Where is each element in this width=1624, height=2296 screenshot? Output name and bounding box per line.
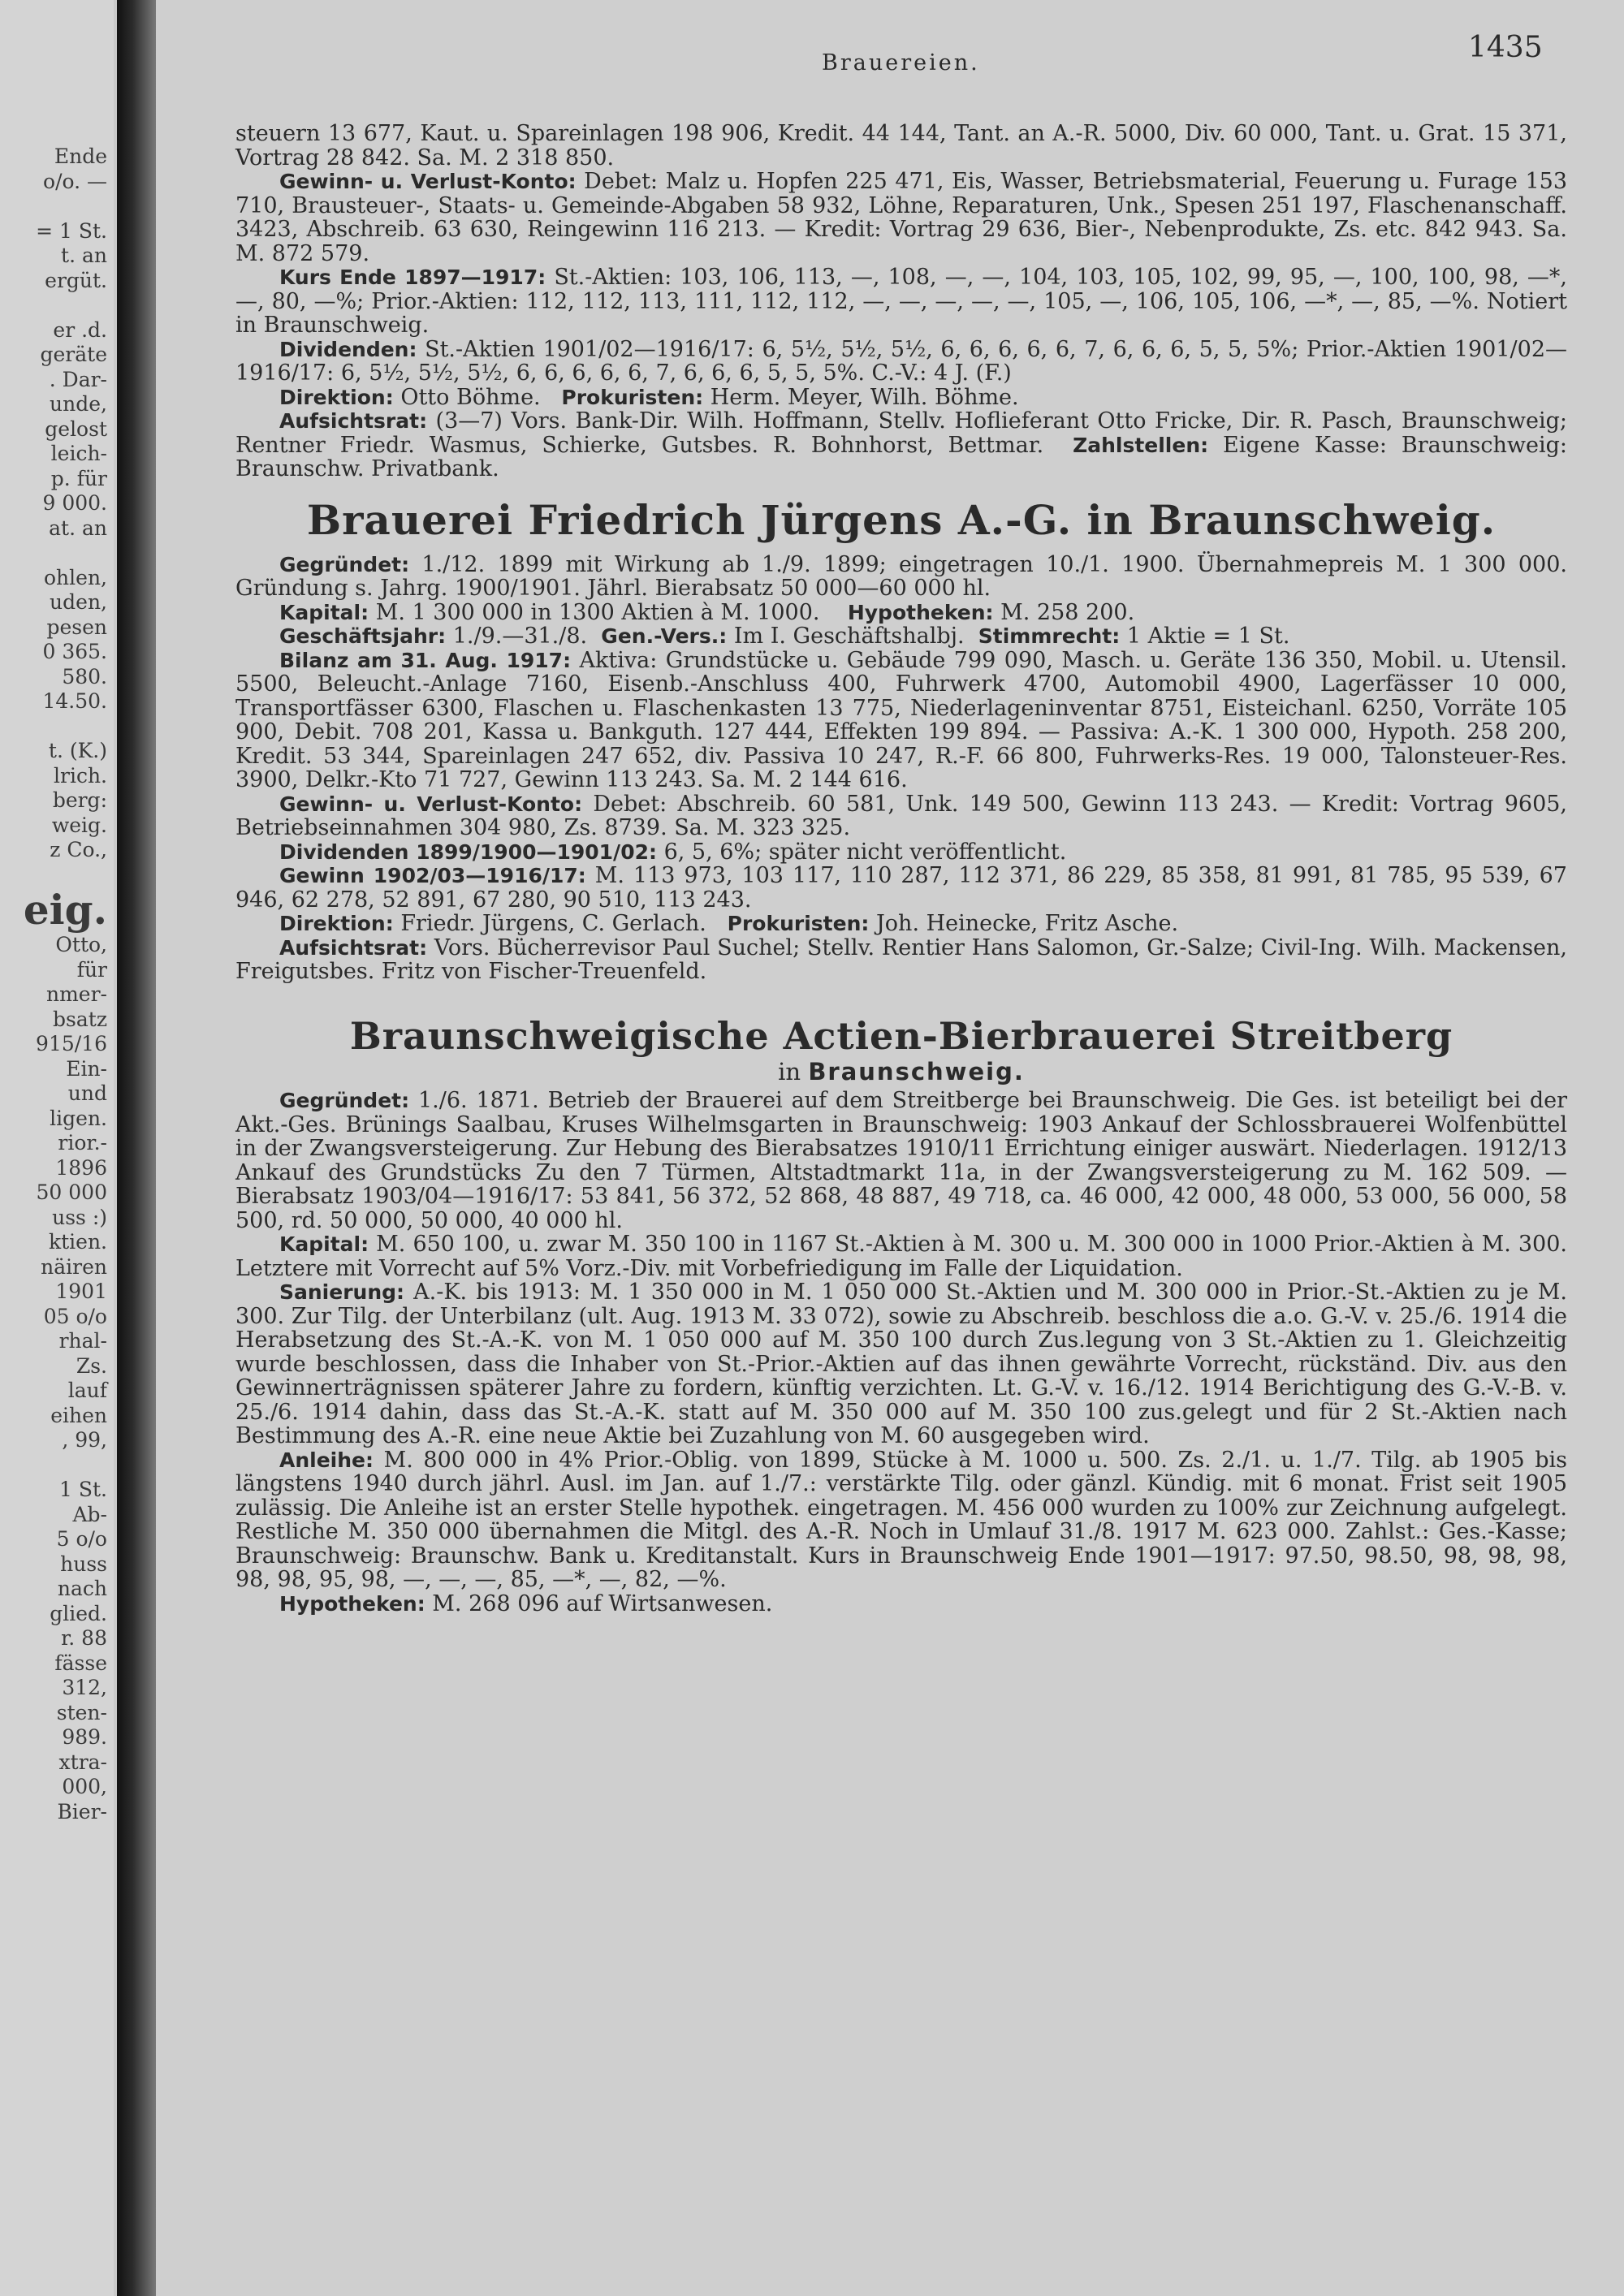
streitberg-sanierung: Sanierung: A.-K. bis 1913: M. 1 350 000 in M. 1 050 000 St.-Aktien und M. 300 000 in Prior.-St.-Aktien zu je M. 300. Zur Tilg. der Unterbilanz (ult. Aug. 1913 M. 33 072), sowie zu Abschreib. beschloss die a.o. G.-V. v. 25./6. 1914 die Herabsetzung des St.-A.-K. von M. 1 050 000 auf M. 350 100 durch Zus.legung von 3 St.-Aktien zu 1. Gleichzeitig wurde beschlossen, dass die Inhaber von St.-Prior.-Aktien auf das ihnen gewährte Vorrecht, rückständ. Div. aus den Gewinnerträgnissen späterer Jahre zu fordern, künftig verzichten. Lt. G.-V. v. 16./12. 1914 Berichtigung des G.-V.-B. v. 25./6. 1914 dahin, dass das St.-A.-K. statt auf M. 350 000 auf M. 350 100 zus.gelegt und für 2 St.-Aktien nach Bestimmung des A.-R. eine neue Aktie bei Zuzahlung von M. 60 ausgegeben wird. — [235, 1280, 1567, 1448]
adjacent-page-text: weig. — [51, 813, 107, 837]
adjacent-page-text: t. an — [61, 244, 107, 267]
adjacent-page-text: , 99, — [62, 1428, 107, 1452]
adjacent-page-text: berg: — [52, 788, 107, 812]
adjacent-page-text: 915/16 — [36, 1032, 107, 1055]
adjacent-page-text: 5 o/o — [56, 1527, 107, 1551]
adjacent-page-text: z Co., — [50, 838, 107, 861]
adjacent-page-text: = 1 St. — [36, 218, 107, 243]
continuation-kurs: Kurs Ende 1897—1917: St.-Aktien: 103, 106, 113, —, 108, —, —, 104, 103, 105, 102, 99, 95, —, 100, 100, 98, —*, —, 80, —%; Prior.-Aktien: 112, 112, 113, 111, 112, 112, —, —, —, —, —, 105, —, 106, 105, 106, —*, —, 85, —%. Notiert in Braunschweig. — [235, 265, 1567, 338]
adjacent-page-text: lauf — [67, 1379, 107, 1402]
adjacent-page-text: Otto, — [55, 933, 107, 956]
adjacent-page-text: ligen. — [50, 1106, 107, 1130]
page-number: 1435 — [1468, 31, 1543, 64]
adjacent-page-text: 1896 — [55, 1155, 107, 1180]
continuation-paragraph: steuern 13 677, Kaut. u. Spareinlagen 198 906, Kredit. 44 144, Tant. an A.-R. 5000, Div. 60 000, Tant. u. Grat. 15 371, Vortrag 28 842. Sa. M. 2 318 850. — [235, 121, 1567, 170]
adjacent-page-text: huss — [60, 1552, 107, 1576]
adjacent-page-text: uden, — [50, 590, 107, 614]
adjacent-page-text: eig. — [23, 886, 107, 934]
juergens-gegruendet: Gegründet: 1./12. 1899 mit Wirkung ab 1./9. 1899; eingetragen 10./1. 1900. Übernahmepreis M. 1 300 000. Gründung s. Jahrg. 1900/1901. Jährl. Bierabsatz 50 000—60 000 hl. — [235, 551, 1567, 601]
adjacent-page-text: r. 88 — [61, 1626, 107, 1650]
juergens-geschaeftsjahr: Geschäftsjahr: 1./9.—31./8. Gen.-Vers.: Im I. Geschäftshalbj. Stimmrecht: 1 Aktie = 1 St. — [279, 624, 1290, 649]
adjacent-page-text: 05 o/o — [43, 1304, 107, 1328]
adjacent-page-text: uss :) — [52, 1205, 107, 1229]
adjacent-page-text: unde, — [50, 392, 107, 416]
text-column — [235, 122, 1567, 1616]
continuation-direktion: Direktion: Otto Böhme. Prokuristen: Herm. Meyer, Wilh. Böhme. — [279, 384, 1019, 410]
juergens-direktion: Direktion: Friedr. Jürgens, C. Gerlach. Prokuristen: Joh. Heinecke, Fritz Asche. — [279, 911, 1179, 936]
adjacent-page-text: Ab- — [72, 1502, 107, 1526]
adjacent-page-text: eihen — [50, 1403, 107, 1427]
adjacent-page-text: bsatz — [53, 1007, 107, 1031]
adjacent-page-text: xtra- — [58, 1750, 107, 1774]
juergens-aufsichtsrat: Aufsichtsrat: Vors. Bücherrevisor Paul Suchel; Stellv. Rentier Hans Salomon, Gr.-Salze; Civil-Ing. Wilh. Mackensen, Freigutsbes. Fritz von Fischer-Treuenfeld. — [235, 934, 1567, 984]
adjacent-page-text: 50 000 — [36, 1180, 107, 1204]
continuation-dividenden: Dividenden: St.-Aktien 1901/02—1916/17: 6, 5½, 5½, 5½, 6, 6, 6, 6, 6, 7, 6, 6, 6, 5, 5, 5%; Prior.-Aktien 1901/02—1916/17: 6, 5½, 5½, 5½, 6, 6, 6, 6, 6, 7, 6, 6, 6, 5, 5, 5%. C.-V.: 4 J. (F.) — [235, 336, 1567, 386]
adjacent-page-text: geräte — [40, 343, 107, 366]
adjacent-page-text: 000, — [62, 1775, 107, 1798]
adjacent-page-text: 312, — [62, 1676, 107, 1699]
adjacent-page-text: 1 St. — [59, 1478, 107, 1501]
juergens-bilanz: Bilanz am 31. Aug. 1917: Aktiva: Grundstücke u. Gebäude 799 090, Masch. u. Geräte 136 350, Mobil. u. Utensil. 5500, Beleucht.-Anlage 7160, Eisenb.-Anschluss 400, Fuhrwerk 4700, Automobil 4900, Lagerfässer 10 000, Transportfässer 6300, Flaschen u. Flaschenkasten 13 775, Niederlageninventar 8751, Eisteichanl. 6250, Vorräte 105 900, Debit. 708 201, Kassa u. Bankguth. 127 444, Effekten 199 894. — Passiva: A.-K. 1 300 000, Hypoth. 258 200, Kredit. 53 344, Spareinlagen 247 652, div. Passiva 10 247, R.-F. 66 800, Fuhrwerks-Res. 19 000, Talonsteuer-Res. 3900, Delkr.-Kto 71 727, Gewinn 113 243. Sa. M. 2 144 616. — [235, 647, 1567, 792]
streitberg-kapital: Kapital: M. 650 100, u. zwar M. 350 100 in 1167 St.-Aktien à M. 300 u. M. 300 000 in 1000 Prior.-Aktien à M. 300. Letztere mit Vorrecht auf 5% Vorz.-Div. mit Vorbefriedigung im Falle der Liquidation. — [235, 1232, 1567, 1281]
adjacent-page-text: 1901 — [55, 1280, 107, 1303]
adjacent-page-text: gelost — [45, 416, 107, 441]
adjacent-page-text: ohlen, — [44, 565, 107, 589]
adjacent-page-text: rhal- — [58, 1329, 107, 1353]
adjacent-page-text: Ende — [54, 145, 107, 168]
adjacent-page-text: Ein- — [66, 1056, 107, 1081]
juergens-dividenden: Dividenden 1899/1900—1901/02: 6, 5, 6%; später nicht veröffentlicht. — [279, 839, 1067, 865]
adjacent-page-fragment — [0, 0, 114, 2296]
adjacent-page-text: ergüt. — [45, 268, 107, 292]
juergens-gv-konto: Gewinn- u. Verlust-Konto: Debet: Abschreib. 60 581, Unk. 149 500, Gewinn 113 243. — Kredit: Vortrag 9605, Betriebseinnahmen 304 980, Zs. 8739. Sa. M. 323 325. — [235, 791, 1568, 840]
adjacent-page-text: Bier- — [57, 1799, 107, 1823]
adjacent-page-text: leich- — [50, 442, 107, 465]
adjacent-page-text: glied. — [50, 1601, 107, 1625]
adjacent-page-text: für — [76, 957, 107, 982]
adjacent-page-text: sten- — [56, 1700, 107, 1724]
adjacent-page-text: p. für — [50, 466, 107, 490]
adjacent-page-text: 0 365. — [42, 640, 107, 663]
streitberg-anleihe: Anleihe: M. 800 000 in 4% Prior.-Oblig. von 1899, Stücke à M. 1000 u. 500. Zs. 2./1. u. 1./7. Tilg. ab 1905 bis längstens 1940 durch jährl. Ausl. im Jan. auf 1./7.: verstärkte Tilg. oder gänzl. Kündig. mit 6 monat. Frist seit 1905 zulässig. Die Anleihe ist an erster Stelle hypothek. eingetragen. M. 456 000 wurden zu 100% zur Zeichnung aufgelegt. Restliche M. 350 000 übernahmen die Mitgl. des A.-R. Noch in Umlauf 31./8. 1917 M. 623 000. Zahlst.: Ges.-Kasse; Braunschweig: Braunschw. Bank u. Kreditanstalt. Kurs in Braunschweig Ende 1901—1917: 97.50, 98.50, 98, 98, 98, 98, 98, 95, 98, —, —, —, 85, —*, —, 82, —%. — [235, 1447, 1567, 1592]
streitberg-gegruendet: Gegründet: 1./6. 1871. Betrieb der Brauerei auf dem Streitberge bei Braunschweig. Die Ges. ist beteiligt bei der Akt.-Ges. Brünings Saalbau, Kruses Wilhelmsgarten in Braunschweig: 1903 Ankauf der Schlossbrauerei Wolfenbüttel in der Zwangsversteigerung. Zur Hebung des Bierabsatzes 1910/11 Errichtung einiger auswärt. Niederlagen. 1912/13 Ankauf des Grundstücks Zu den 7 Türmen, Altstadtmarkt 11a, in der Zwangsversteigerung zu M. 162 509. — Bierabsatz 1903/04—1916/17: 53 841, 56 372, 52 868, 48 887, 49 718, ca. 46 000, 42 000, 48 000, 53 000, 56 000, 58 500, rd. 50 000, 50 000, 40 000 hl. — [235, 1088, 1567, 1233]
adjacent-page-text: 989. — [62, 1725, 107, 1749]
adjacent-page-text: t. (K.) — [48, 739, 107, 762]
continuation-aufsichtsrat: Aufsichtsrat: (3—7) Vors. Bank-Dir. Wilh. Hoffmann, Stellv. Hoflieferant Otto Fricke, Dir. R. Pasch, Braunschweig; Rentner Friedr. Wasmus, Schierke, Gutsbes. R. Bohnhorst, Bettmar. Zahlstellen: Eigene Kasse: Braunschweig: Braunschw. Privatbank. — [235, 408, 1567, 481]
adjacent-page-text: lrich. — [54, 763, 107, 788]
adjacent-page-text: ktien. — [48, 1230, 107, 1254]
entry-subheading-streitberg: in Braunschweig. — [778, 1057, 1025, 1085]
document-page — [156, 0, 1624, 2296]
streitberg-hypotheken: Hypotheken: M. 268 096 auf Wirtsanwesen. — [279, 1590, 773, 1616]
adjacent-page-text: 14.50. — [42, 689, 107, 713]
adjacent-page-text: at. an — [49, 516, 107, 540]
adjacent-page-text: o/o. — — [43, 169, 107, 193]
juergens-kapital: Kapital: M. 1 300 000 in 1300 Aktien à M. 1000. Hypotheken: M. 258 200. — [279, 599, 1135, 625]
continuation-gv-konto: Gewinn- u. Verlust-Konto: Debet: Malz u. Hopfen 225 471, Eis, Wasser, Betriebsmaterial, Feuerung u. Furage 153 710, Brausteuer-, Staats- u. Gemeinde-Abgaben 58 932, Löhne, Reparaturen, Unk., Spesen 251 197, Flaschenanschaff. 3423, Abschreib. 63 630, Reingewinn 116 213. — Kredit: Vortrag 29 636, Bier-, Nebenprodukte, Zs. etc. 842 943. Sa. M. 872 579. — [235, 169, 1567, 266]
adjacent-page-text: . Dar- — [49, 367, 107, 391]
entry-heading-juergens: Brauerei Friedrich Jürgens A.-G. in Braunschweig. — [306, 495, 1497, 544]
adjacent-page-text: 9 000. — [42, 491, 107, 515]
juergens-gewinn: Gewinn 1902/03—1916/17: M. 113 973, 103 117, 110 287, 112 371, 86 229, 85 358, 81 991, 81 785, 95 539, 67 946, 62 278, 52 891, 67 280, 90 510, 113 243. — [235, 863, 1567, 913]
running-head: Brauereien. — [822, 50, 980, 76]
entry-heading-streitberg: Braunschweigische Actien-Bierbrauerei Streitberg — [349, 1013, 1453, 1058]
adjacent-page-text: 580. — [62, 664, 107, 688]
adjacent-page-text: fässe — [54, 1651, 107, 1675]
adjacent-page-text: pesen — [46, 615, 107, 639]
adjacent-page-text: nach — [57, 1577, 107, 1600]
adjacent-page-text: nmer- — [46, 982, 107, 1006]
adjacent-page-text: Zs. — [76, 1353, 107, 1378]
adjacent-page-text: er .d. — [53, 317, 107, 342]
adjacent-page-text: rior.- — [58, 1131, 107, 1154]
book-gutter — [117, 0, 156, 2296]
adjacent-page-text: und — [67, 1081, 107, 1105]
adjacent-page-text: näiren — [41, 1254, 107, 1279]
